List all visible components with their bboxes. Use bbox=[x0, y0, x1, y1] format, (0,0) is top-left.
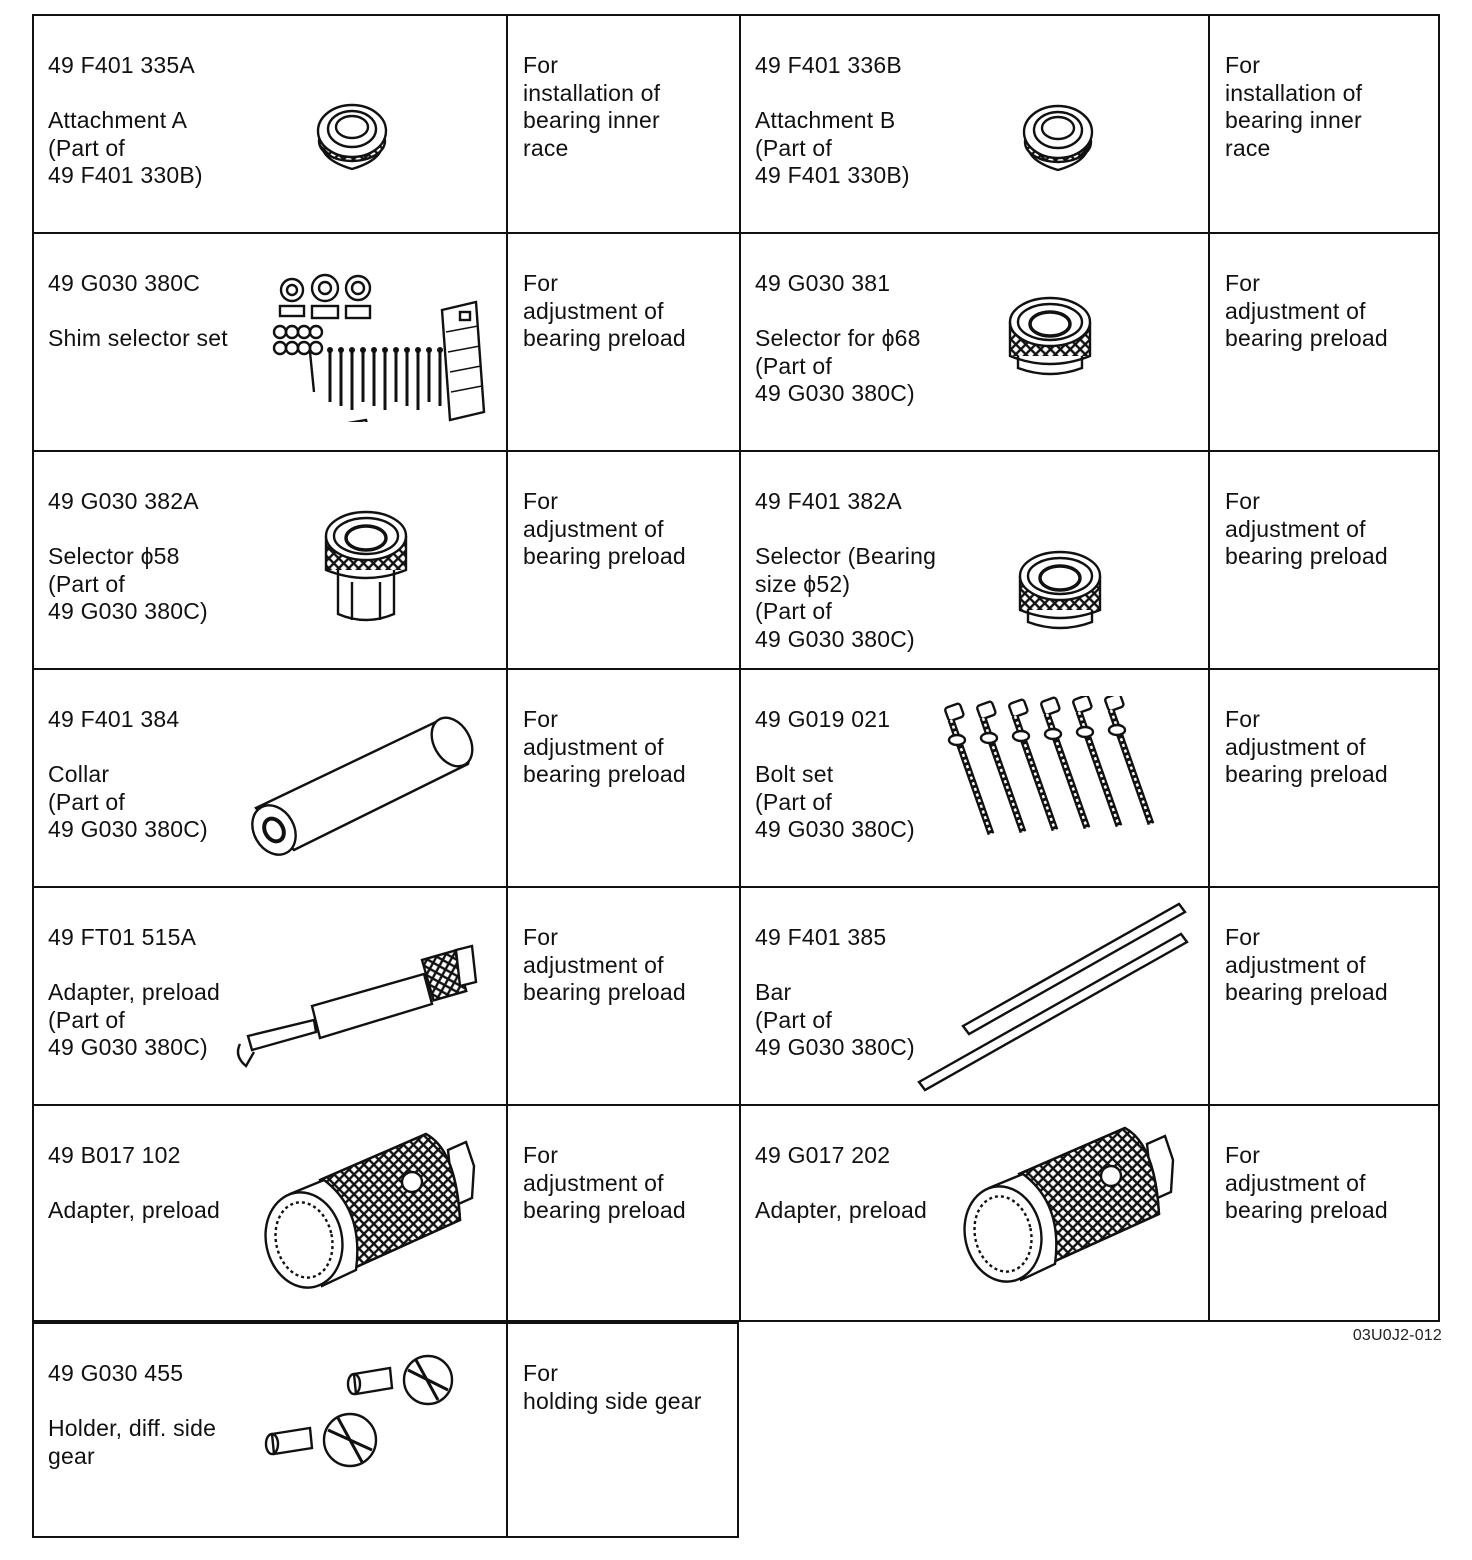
knurled-adapter-icon bbox=[260, 1120, 496, 1308]
tool-description bbox=[48, 1142, 220, 1225]
tool-description bbox=[755, 1142, 927, 1225]
selector-icon bbox=[1015, 534, 1105, 642]
tool-use-line: For bbox=[523, 488, 559, 514]
tool-use-line: For bbox=[1225, 52, 1261, 78]
tool-name-line: 49 G030 380C) bbox=[48, 816, 208, 842]
tool-use-line: For bbox=[1225, 706, 1261, 732]
tool-use-line: bearing preload bbox=[523, 543, 686, 569]
tool-use bbox=[523, 488, 686, 571]
tool-use bbox=[1225, 1142, 1388, 1225]
tool-name-line: Shim selector set bbox=[48, 325, 228, 351]
tool-use-line: For bbox=[1225, 1142, 1261, 1168]
tool-use bbox=[1225, 52, 1362, 162]
tool-use bbox=[523, 1360, 702, 1415]
tool-name-line: Holder, diff. side bbox=[48, 1415, 217, 1441]
knurled-adapter-icon bbox=[959, 1114, 1195, 1302]
tool-description bbox=[48, 52, 203, 190]
tool-name-line: Bolt set bbox=[755, 761, 834, 787]
side-gear-holder-icon bbox=[258, 1352, 498, 1532]
tool-name-line: (Part of bbox=[48, 1006, 126, 1033]
tool-name-line: gear bbox=[48, 1442, 95, 1469]
tool-name-line: (Part of bbox=[755, 1006, 833, 1033]
tool-use-line: bearing preload bbox=[1225, 543, 1388, 569]
tool-name-line: Selector for ϕ68 bbox=[755, 325, 921, 351]
tool-name-line: Adapter, preload bbox=[755, 1197, 927, 1223]
part-number: 49 FT01 515A bbox=[48, 924, 197, 950]
tool-use bbox=[1225, 924, 1388, 1007]
tool-use-cell bbox=[506, 232, 739, 450]
tool-use-line: installation of bbox=[1225, 79, 1363, 106]
tool-name-cell bbox=[32, 450, 506, 668]
tool-use-line: adjustment of bbox=[1225, 1169, 1366, 1196]
tool-name-line: (Part of bbox=[48, 570, 126, 597]
tool-use-line: bearing preload bbox=[1225, 979, 1388, 1005]
part-number: 49 F401 385 bbox=[755, 924, 887, 950]
tool-use-line: adjustment of bbox=[523, 515, 664, 542]
tool-use-line: adjustment of bbox=[523, 297, 664, 324]
tool-name-line: Selector (Bearing bbox=[755, 543, 937, 569]
tool-name-cell bbox=[32, 668, 506, 886]
bolt-set-icon bbox=[937, 696, 1195, 846]
tool-use-line: installation of bbox=[523, 79, 661, 106]
tool-name-cell bbox=[739, 668, 1208, 886]
tool-use bbox=[523, 52, 660, 162]
tool-use bbox=[1225, 706, 1388, 789]
tool-use-line: bearing preload bbox=[1225, 1197, 1388, 1223]
part-number: 49 F401 336B bbox=[755, 52, 902, 78]
tool-use-line: bearing preload bbox=[523, 761, 686, 787]
tool-use-cell bbox=[506, 450, 739, 668]
preload-adapter-icon bbox=[234, 936, 494, 1096]
tool-use-line: race bbox=[523, 134, 569, 161]
tool-name-line: (Part of bbox=[48, 788, 126, 815]
tool-name-line: 49 G030 380C) bbox=[755, 625, 915, 652]
tool-use-cell bbox=[506, 1104, 739, 1322]
tool-name-line: Selector ϕ58 bbox=[48, 543, 180, 569]
tool-use-cell bbox=[1208, 1104, 1440, 1322]
tool-name-line: (Part of bbox=[755, 788, 833, 815]
tool-description bbox=[48, 488, 208, 626]
tool-use-line: bearing inner bbox=[523, 107, 660, 133]
tool-use-cell bbox=[506, 1322, 739, 1538]
tool-use-line: bearing preload bbox=[523, 1197, 686, 1223]
tool-description bbox=[755, 488, 936, 653]
tool-use-line: adjustment of bbox=[1225, 733, 1366, 760]
tool-use bbox=[523, 1142, 686, 1225]
tool-name-line: (Part of bbox=[755, 598, 833, 624]
tool-name-cell bbox=[739, 232, 1208, 450]
attachment-icon bbox=[1011, 96, 1105, 176]
tool-use-line: adjustment of bbox=[523, 1169, 664, 1196]
tool-name-cell bbox=[32, 1104, 506, 1322]
part-number: 49 G030 381 bbox=[755, 270, 891, 296]
tool-use-line: For bbox=[1225, 924, 1261, 950]
tool-use bbox=[1225, 488, 1388, 571]
tool-name-line: Adapter, preload bbox=[48, 1197, 220, 1223]
tool-use-cell bbox=[1208, 668, 1440, 886]
bar-icon bbox=[913, 896, 1203, 1096]
tool-use-line: bearing preload bbox=[1225, 325, 1388, 351]
tool-use-line: adjustment of bbox=[523, 951, 664, 978]
tool-description bbox=[48, 1360, 216, 1470]
tool-name-line: (Part of bbox=[755, 134, 833, 161]
part-number: 49 F401 384 bbox=[48, 706, 180, 732]
tool-description bbox=[48, 706, 208, 844]
tool-description bbox=[755, 924, 915, 1062]
tool-use-line: bearing inner bbox=[1225, 107, 1362, 133]
tool-name-line: Attachment A bbox=[48, 107, 188, 133]
tool-use-line: bearing preload bbox=[1225, 761, 1388, 787]
tool-name-line: (Part of bbox=[755, 352, 833, 379]
tool-use-line: adjustment of bbox=[1225, 297, 1366, 324]
tool-use-cell bbox=[1208, 14, 1440, 232]
tool-use-line: For bbox=[523, 924, 559, 950]
tool-use-line: For bbox=[1225, 270, 1261, 296]
tool-name-line: 49 F401 330B) bbox=[48, 162, 203, 188]
tool-use-cell bbox=[506, 886, 739, 1104]
tool-description bbox=[48, 924, 220, 1062]
part-number: 49 G030 455 bbox=[48, 1360, 184, 1386]
tool-use-line: adjustment of bbox=[1225, 951, 1366, 978]
tool-use-line: For bbox=[523, 52, 559, 78]
tool-use-line: For bbox=[523, 1360, 559, 1386]
tool-name-line: 49 G030 380C) bbox=[48, 598, 208, 624]
tool-use-line: race bbox=[1225, 134, 1271, 161]
tool-name-cell bbox=[32, 1322, 506, 1538]
tool-description bbox=[755, 52, 910, 190]
tool-use-cell bbox=[506, 14, 739, 232]
tool-use-line: For bbox=[523, 706, 559, 732]
tool-use bbox=[1225, 270, 1388, 353]
tool-name-cell bbox=[32, 14, 506, 232]
tool-name-line: 49 G030 380C) bbox=[48, 1034, 208, 1060]
tool-use-line: For bbox=[523, 270, 559, 296]
tool-use bbox=[523, 924, 686, 1007]
tool-use-line: For bbox=[523, 1142, 559, 1168]
attachment-icon bbox=[304, 90, 400, 180]
tool-name-line: 49 G030 380C) bbox=[755, 816, 915, 842]
tool-description bbox=[755, 270, 921, 408]
tool-use-line: bearing preload bbox=[523, 325, 686, 351]
shim-selector-set-icon bbox=[270, 272, 504, 422]
tool-name-line: 49 G030 380C) bbox=[755, 1034, 915, 1060]
tool-use-cell bbox=[1208, 232, 1440, 450]
tool-name-cell bbox=[739, 1104, 1208, 1322]
tool-name-line: 49 G030 380C) bbox=[755, 380, 915, 406]
tool-name-cell bbox=[32, 886, 506, 1104]
part-number: 49 F401 382A bbox=[755, 488, 902, 514]
tool-use-cell bbox=[1208, 886, 1440, 1104]
part-number: 49 G019 021 bbox=[755, 706, 891, 732]
tool-use-line: holding side gear bbox=[523, 1387, 702, 1414]
part-number: 49 G017 202 bbox=[755, 1142, 891, 1168]
tool-name-cell bbox=[739, 886, 1208, 1104]
part-number: 49 B017 102 bbox=[48, 1142, 181, 1168]
tool-name-cell bbox=[32, 232, 506, 450]
selector-icon bbox=[314, 494, 418, 634]
tool-description bbox=[755, 706, 915, 844]
tool-use-line: For bbox=[1225, 488, 1261, 514]
tool-use-cell bbox=[506, 668, 739, 886]
tool-name-line: 49 F401 330B) bbox=[755, 162, 910, 188]
figure-reference: 03U0J2-012 bbox=[1352, 1327, 1442, 1344]
tool-use bbox=[523, 270, 686, 353]
tool-use-cell bbox=[1208, 450, 1440, 668]
tool-name-cell bbox=[739, 14, 1208, 232]
tool-name-line: Attachment B bbox=[755, 107, 896, 133]
tool-name-line: size ϕ52) bbox=[755, 570, 851, 597]
part-number: 49 G030 380C bbox=[48, 270, 201, 296]
tool-use-line: bearing preload bbox=[523, 979, 686, 1005]
tool-description bbox=[48, 270, 228, 353]
tool-name-line: Collar bbox=[48, 761, 110, 787]
tool-name-line: Bar bbox=[755, 979, 792, 1005]
selector-icon bbox=[1001, 280, 1099, 412]
tool-use bbox=[523, 706, 686, 789]
tool-use-line: adjustment of bbox=[523, 733, 664, 760]
part-number: 49 F401 335A bbox=[48, 52, 195, 78]
collar-icon bbox=[238, 694, 490, 864]
tool-use-line: adjustment of bbox=[1225, 515, 1366, 542]
tool-name-line: (Part of bbox=[48, 134, 126, 161]
part-number: 49 G030 382A bbox=[48, 488, 199, 514]
tool-name-cell bbox=[739, 450, 1208, 668]
tool-name-line: Adapter, preload bbox=[48, 979, 220, 1005]
